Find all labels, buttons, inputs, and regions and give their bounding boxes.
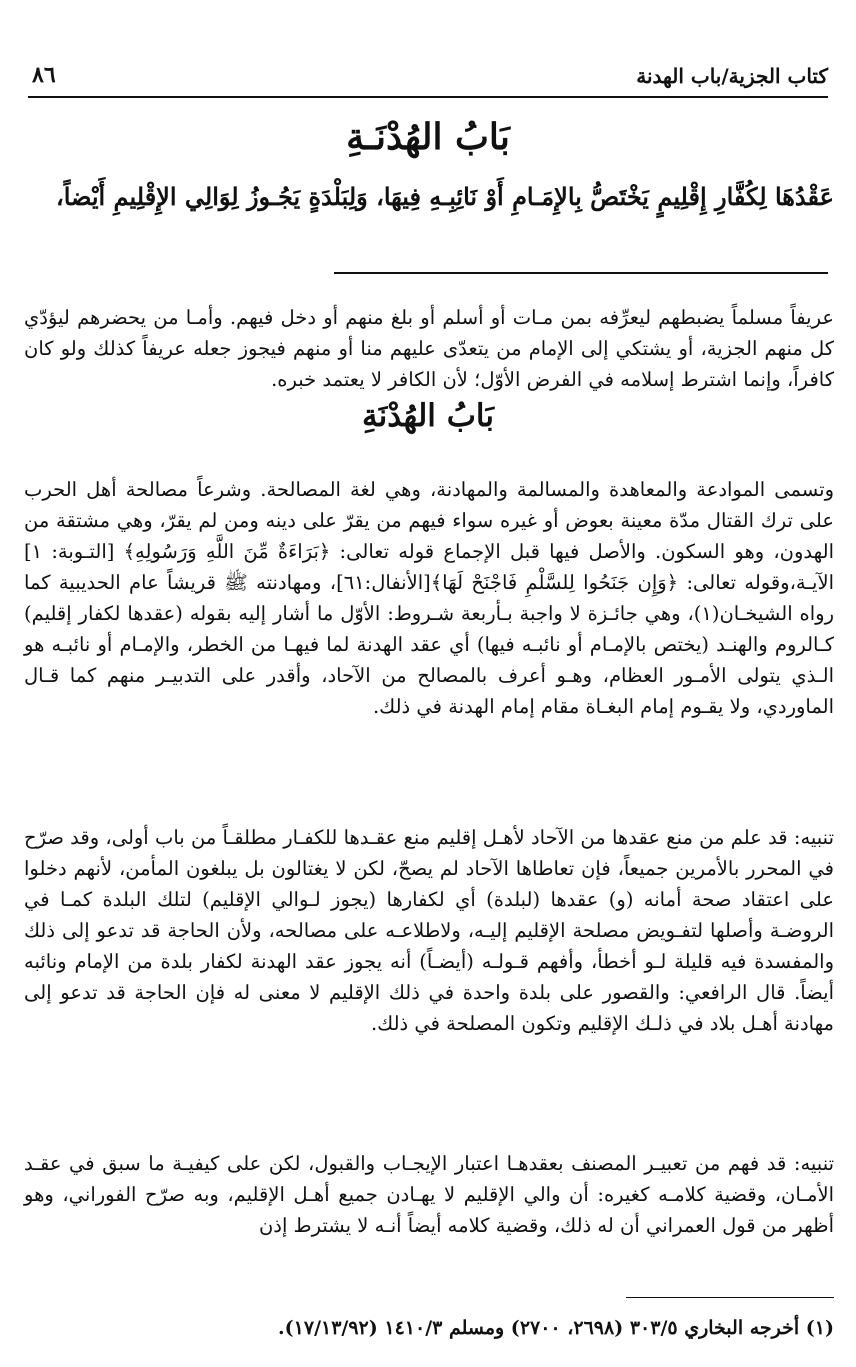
commentary-paragraph-1: عريفاً مسلماً يضبطهم ليعرِّفه بمن مـات أو أسلم أو بلغ منهم أو دخل فيهم. وأمـا من يحضرهم ليؤدّي كل منهم الجزية، أو يشتكي إلى الإمام من يتعدّى عليهم منا أو منهم فيجوز جعله عريفاً كذلك ولو كان كافراً، وإنما اشترط إسلامه في الفرض الأوّل؛ لأن الكافر لا يعتمد خبره. — [24, 306, 834, 391]
running-title: كتاب الجزية/باب الهدنة — [636, 64, 828, 88]
header-rule — [28, 96, 828, 98]
chapter-title: بَابُ الهُدْنَـةِ — [346, 116, 510, 158]
page-header — [28, 60, 828, 100]
footnote-separator — [626, 1297, 834, 1298]
commentary-paragraph-4: تنبيه: قد فهم من تعبيـر المصنف بعقدهـا اعتبار الإيجـاب والقبول، لكن على كيفيـة ما سبق في عقـد الأمـان، وقضية كلامـه كغيره: أن والي الإقليم لا يهـادن جميع أهـل الإقليم، وبه صرّح الفوراني، وهو أظهر من قول العمراني أن له ذلك، وقضية كلامه أيضاً أنـه لا يشترط إذن — [24, 1152, 834, 1237]
matn-separator — [334, 272, 828, 274]
commentary-paragraph-3: تنبيه: قد علم من منع عقدها من الآحاد لأهـل إقليم منع عقـدها للكفـار مطلقـاً من باب أولى، وقد صرّح في المحرر بالأمرين جميعاً، فإن تعاطاها الآحاد لم يصحّ، لكن لا يغتالون بل يبلغون المأمن، لأنهم دخلوا على اعتقاد صحة أمانه (و) عقدها (لبلدة) أي لكفارها (يجوز لـوالي الإقليم) لتلك البلدة كمـا في الروضـة وأصلها لتفـويض مصلحة الإقليم إليـه، ولاطلاعـه على مصالحه، ولأن الحاجة قد تدعو إلى ذلك والمفسدة فيه قليلة لـو أخطأ، وأفهم قـولـه (أيضـاً) أنه يجوز عقد الهدنة لكفار بلدة من الإمام ونائبه أيضاً. قال الرافعي: والقصور على بلدة واحدة في ذلك الإقليم لا معنى له فإن الحاجة قد تدعو إلى مهادنة أهـل بلاد في ذلـك الإقليم وتكون المصلحة في ذلك. — [24, 826, 834, 1035]
commentary-paragraph-2: وتسمى الموادعة والمعاهدة والمسالمة والمهادنة، وهي لغة المصالحة. وشرعاً مصالحة أهل الحرب على ترك القتال مدّة معينة بعوض أو غيره سواء فيهم من يقرّ على دينه ومن لم يقرّ، وهي مشتقة من الهدون، وهو السكون. والأصل فيها قبل الإجماع قوله تعالى: ﴿بَرَاءَةٌ مِّنَ اللَّهِ وَرَسُولِهِ﴾ [التـوبة: ١] الآيـة،وقوله تعالى: ﴿وَإِن جَنَحُوا لِلسَّلْمِ فَاجْنَحْ لَهَا﴾[الأنفال:٦١]، ومهادنته ﷺ قريشاً عام الحديبية كما رواه الشيخـان(١)، وهي جائـزة لا واجبة بـأربعة شـروط: الأوّل ما أشار إليه بقوله (عقدها لكفار إقليم) كـالروم والهنـد (يختص بالإمـام أو نائبـه فيها) أي عقد الهدنة لما فيهـا من الخطر، والإمـام أو نائبـه هو الـذي يتولى الأمـور العظام، وهـو أعرف بالمصالح من الآحاد، وأقدر على التدبيـر منهم كما قـال الماوردي، ولا يقـوم إمام البغـاة مقام إمام الهدنة في ذلك. — [24, 478, 834, 718]
matn-text: عَقْدُهَا لِكُفَّارِ إِقْلِيمٍ يَخْتَصُّ بِالإِمَـامِ أَوْ نَائِبِـهِ فِيهَا، وَلِبَلْدَةٍ يَجُـوزُ لِوَالِي الإِقْلِيمِ أَيْضاً، — [55, 182, 834, 211]
page-number: ٨٦ — [32, 62, 56, 88]
footnote: (١) أخرجه البخاري ٣٠٣/٥ (٢٦٩٨، ٢٧٠٠) ومسلم ١٤١٠/٣ (١٧/١٣/٩٢). — [278, 1317, 834, 1339]
section-title: بَابُ الهُدْنَةِ — [362, 398, 494, 434]
